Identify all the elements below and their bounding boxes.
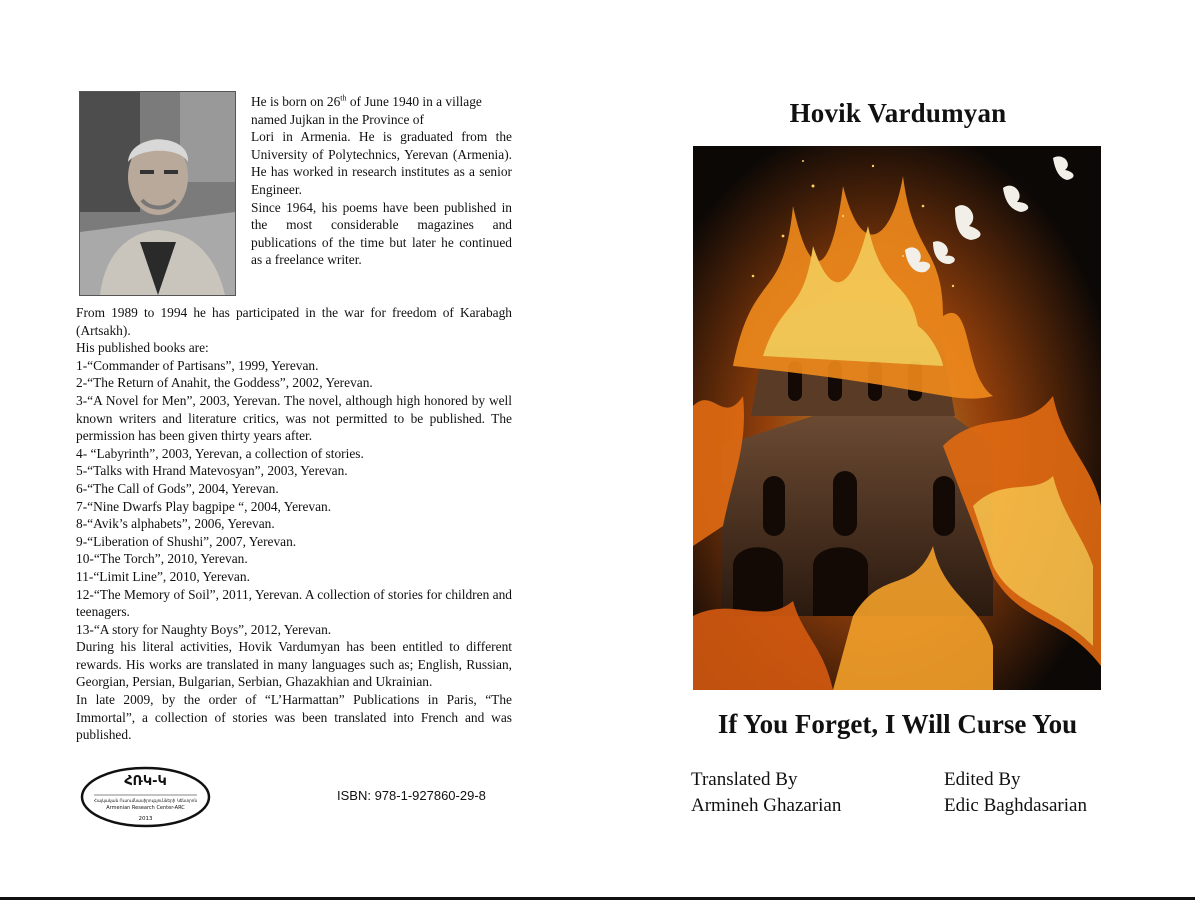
book-item: 8-“Avik’s alphabets”, 2006, Yerevan. (76, 516, 275, 532)
book-item: 11-“Limit Line”, 2010, Yerevan. (76, 568, 250, 584)
logo-english-text: Armenian Research Center-ARC (106, 805, 185, 811)
book-item: 1-“Commander of Partisans”, 1999, Yerevan. (76, 357, 319, 373)
author-bio-intro (251, 93, 512, 269)
bio-birth: He is born on 26th of June 1940 in a village named Jujkan in the Province of (251, 93, 482, 127)
book-item: 3-“A Novel for Men”, 2003, Yerevan. The novel, although high honored by well known writers and literature critics, was not permitted to be published. The permission has been given thirty years after. (76, 392, 512, 444)
editor-name: Edic Baghdasarian (944, 795, 1087, 816)
logo-armenian-text: Հայկական Ուսումնասիրությունների Կենտրոն (93, 798, 198, 803)
book-item: 5-“Talks with Hrand Matevosyan”, 2003, Yerevan. (76, 463, 348, 479)
book-item: 13-“A story for Naughty Boys”, 2012, Yerevan. (76, 621, 332, 637)
author-bio-main (76, 304, 512, 744)
front-cover (600, 0, 1195, 900)
book-title: If You Forget, I Will Curse You (717, 709, 1078, 739)
author-photo (79, 91, 236, 296)
bio-war: From 1989 to 1994 he has participated in the war for freedom of Karabagh (Artsakh). (76, 305, 512, 338)
publisher-logo (80, 766, 211, 828)
book-item: 6-“The Call of Gods”, 2004, Yerevan. (76, 480, 279, 496)
translator-label: Translated By (691, 769, 798, 790)
book-item: 12-“The Memory of Soil”, 2011, Yerevan. A collection of stories for children and teenagers. (76, 586, 512, 620)
author-name: Hovik Vardumyan (789, 98, 1007, 128)
book-item: 7-“Nine Dwarfs Play bagpipe “, 2004, Yerevan. (76, 498, 332, 514)
logo-year: 2013 (138, 816, 153, 822)
bio-translation-note: In late 2009, by the order of “L’Harmattan” Publications in Paris, “The Immortal”, a collection of stories was been translated into French and was published. (76, 692, 512, 743)
bio-rewards: During his literal activities, Hovik Vardumyan has been entitled to different rewards. His works are translated in many languages such as; English, Russian, Georgian, Persian, Bulgarian, Serbian, Ghazakhian and Ukrainian. (76, 639, 512, 690)
bio-education: Lori in Armenia. He is graduated from the University of Polytechnics, Yerevan (Armenia). He has worked in research institutes as a senior Engineer. (251, 129, 512, 197)
book-item: 10-“The Torch”, 2010, Yerevan. (76, 551, 248, 567)
published-books-list (76, 357, 512, 639)
translator-name: Armineh Ghazarian (691, 795, 842, 816)
cover-art-burning-church (693, 146, 1101, 690)
book-item: 2-“The Return of Anahit, the Goddess”, 2002, Yerevan. (76, 375, 373, 391)
bio-poems: Since 1964, his poems have been published in the most considerable magazines and publications of the time but later he continued as a freelance writer. (251, 199, 512, 268)
editor-credit (944, 767, 1087, 819)
book-item: 4- “Labyrinth”, 2003, Yerevan, a collection of stories. (76, 445, 364, 461)
editor-label: Edited By (944, 769, 1021, 790)
back-cover (0, 0, 590, 900)
isbn: ISBN: 978-1-927860-29-8 (337, 788, 486, 803)
book-item: 9-“Liberation of Shushi”, 2007, Yerevan. (76, 533, 297, 549)
books-heading: His published books are: (76, 340, 209, 356)
translator-credit (691, 767, 841, 819)
logo-mark: ՀՌԿ-Կ (124, 774, 167, 789)
